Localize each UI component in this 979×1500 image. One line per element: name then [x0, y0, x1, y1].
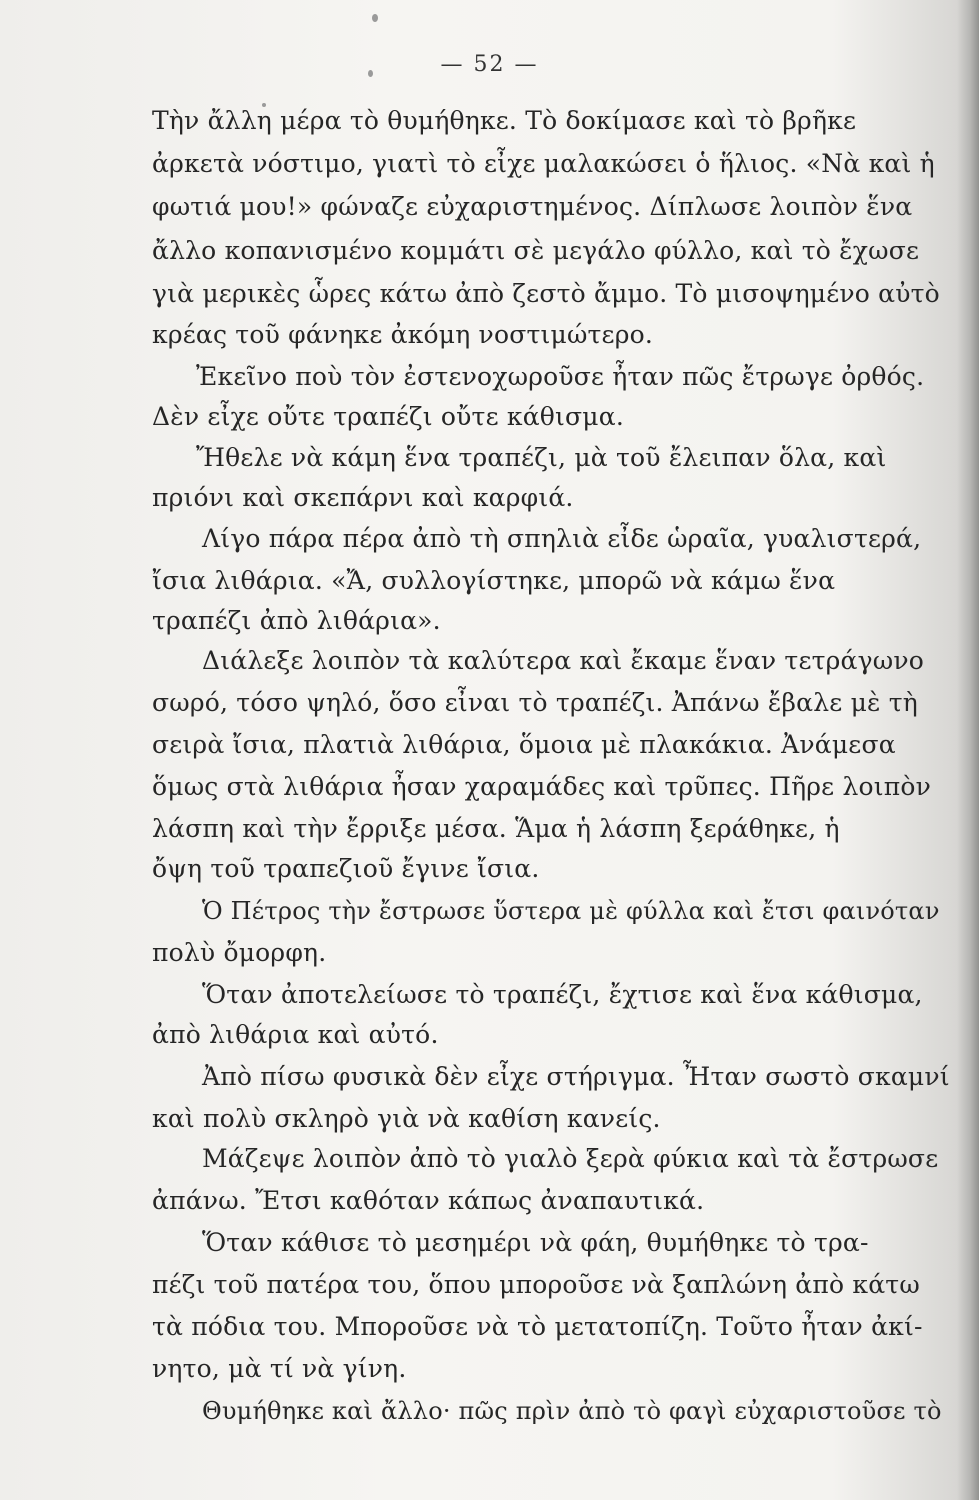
- text-line: τραπέζι ἀπὸ λιθάρια».: [152, 606, 441, 635]
- text-line: ὄψη τοῦ τραπεζιοῦ ἔγινε ἴσια.: [152, 854, 540, 883]
- text-line: Ὁ Πέτρος τὴν ἔστρωσε ὕστερα μὲ φύλλα καὶ ἔτσι φαινόταν: [202, 897, 940, 925]
- page-number: — 52 —: [440, 52, 539, 77]
- text-line: Τὴν ἄλλη μέρα τὸ θυμήθηκε. Τὸ δοκίμασε καὶ τὸ βρῆκε: [152, 106, 857, 135]
- text-line: Ὅταν κάθισε τὸ μεσημέρι νὰ φάη, θυμήθηκε τὸ τρα-: [202, 1228, 869, 1257]
- text-line: πολὺ ὄμορφη.: [152, 938, 327, 967]
- text-line: Διάλεξε λοιπὸν τὰ καλύτερα καὶ ἔκαμε ἕναν τετράγωνο: [202, 646, 924, 675]
- text-line: ἴσια λιθάρια. «Ἄ, συλλογίστηκε, μπορῶ νὰ κάμω ἕνα: [152, 566, 836, 595]
- text-line: Ἤθελε νὰ κάμη ἕνα τραπέζι, μὰ τοῦ ἔλειπαν ὅλα, καὶ: [196, 443, 887, 472]
- text-line: πριόνι καὶ σκεπάρνι καὶ καρφιά.: [152, 483, 574, 512]
- text-line: πέζι τοῦ πατέρα του, ὅπου μποροῦσε νὰ ξαπλώνη ἀπὸ κάτω: [152, 1270, 920, 1299]
- text-line: Δὲν εἶχε οὔτε τραπέζι οὔτε κάθισμα.: [152, 402, 624, 431]
- text-line: ὅμως στὰ λιθάρια ἦσαν χαραμάδες καὶ τρῦπες. Πῆρε λοιπὸν: [152, 772, 932, 801]
- text-line: σειρὰ ἴσια, πλατιὰ λιθάρια, ὅμοια μὲ πλακάκια. Ἀνάμεσα: [152, 730, 896, 759]
- text-line: καὶ πολὺ σκληρὸ γιὰ νὰ καθίση κανείς.: [152, 1104, 661, 1133]
- text-line: Λίγο πάρα πέρα ἀπὸ τὴ σπηλιὰ εἶδε ὡραῖα, γυαλιστερά,: [202, 524, 922, 553]
- ink-speck: [372, 14, 378, 22]
- text-line: Θυμήθηκε καὶ ἄλλο· πῶς πρὶν ἀπὸ τὸ φαγὶ εὐχαριστοῦσε τὸ: [202, 1397, 942, 1425]
- text-line: Ἀπὸ πίσω φυσικὰ δὲν εἶχε στήριγμα. Ἦταν σωστὸ σκαμνί: [202, 1062, 950, 1091]
- text-line: ἀρκετὰ νόστιμο, γιατὶ τὸ εἶχε μαλακώσει ὁ ἥλιος. «Νὰ καὶ ἡ: [152, 149, 935, 178]
- text-line: κρέας τοῦ φάνηκε ἀκόμη νοστιμώτερο.: [152, 320, 654, 349]
- text-line: νητο, μὰ τί νὰ γίνη.: [152, 1354, 407, 1383]
- text-line: Ἐκεῖνο ποὺ τὸν ἐστενοχωροῦσε ἦταν πῶς ἔτρωγε ὀρθός.: [196, 362, 925, 391]
- text-line: σωρό, τόσο ψηλό, ὅσο εἶναι τὸ τραπέζι. Ἀπάνω ἔβαλε μὲ τὴ: [152, 688, 918, 717]
- text-line: λάσπη καὶ τὴν ἔρριξε μέσα. Ἅμα ἡ λάσπη ξεράθηκε, ἡ: [152, 814, 840, 843]
- text-line: ἀπὸ λιθάρια καὶ αὐτό.: [152, 1020, 439, 1049]
- text-line: ἀπάνω. Ἔτσι καθόταν κάπως ἀναπαυτικά.: [152, 1186, 705, 1215]
- text-line: Ὅταν ἀποτελείωσε τὸ τραπέζι, ἔχτισε καὶ ἕνα κάθισμα,: [202, 980, 923, 1009]
- text-line: τὰ πόδια του. Μποροῦσε νὰ τὸ μετατοπίζη. Τοῦτο ἦταν ἀκί-: [152, 1312, 923, 1341]
- page-edge-shadow: [957, 0, 979, 1500]
- text-line: ἄλλο κοπανισμένο κομμάτι σὲ μεγάλο φύλλο, καὶ τὸ ἔχωσε: [152, 236, 920, 265]
- text-line: γιὰ μερικὲς ὧρες κάτω ἀπὸ ζεστὸ ἄμμο. Τὸ μισοψημένο αὐτὸ: [152, 279, 940, 308]
- text-line: Μάζεψε λοιπὸν ἀπὸ τὸ γιαλὸ ξερὰ φύκια καὶ τὰ ἔστρωσε: [202, 1144, 939, 1173]
- text-line: φωτιά μου!» φώναζε εὐχαριστημένος. Δίπλωσε λοιπὸν ἕνα: [152, 192, 913, 221]
